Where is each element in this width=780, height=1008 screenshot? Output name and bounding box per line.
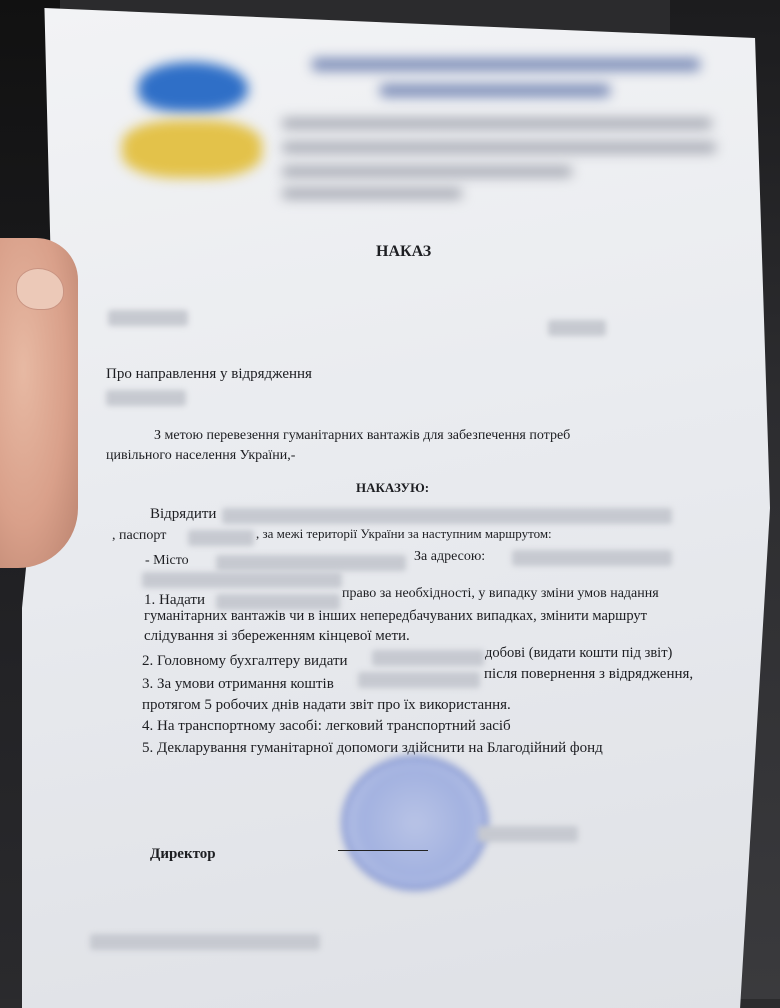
redacted-passport bbox=[188, 530, 254, 546]
document-title: НАКАЗ bbox=[376, 243, 432, 260]
logo-yellow-part bbox=[122, 120, 262, 178]
redacted-subject-name bbox=[106, 390, 186, 406]
redacted-footer bbox=[90, 934, 320, 950]
preamble-line: цивільного населення України,- bbox=[106, 448, 296, 463]
redacted-city bbox=[216, 555, 406, 571]
redacted-number bbox=[548, 320, 606, 336]
thumbnail bbox=[16, 268, 64, 310]
passport-label: , паспорт bbox=[112, 528, 167, 543]
redacted-address bbox=[512, 550, 672, 566]
route-city-label: - Місто bbox=[145, 553, 189, 568]
item-2-end: добові (видати кошти під звіт) bbox=[485, 645, 673, 661]
signature-title: Директор bbox=[150, 846, 216, 862]
seal-stamp bbox=[342, 756, 488, 890]
item-3-end: після повернення з відрядження, bbox=[484, 666, 694, 682]
item-1: 1. Надати bbox=[144, 592, 205, 608]
item-1-line2: гуманітарних вантажів чи в інших непередбачуваних випадках, змінити маршрут bbox=[144, 608, 647, 624]
route-address-label: За адресою: bbox=[414, 549, 486, 564]
item-1-line3: слідування зі збереженням кінцевої мети. bbox=[144, 628, 410, 644]
signature-line bbox=[338, 850, 428, 851]
letterhead-address-line bbox=[282, 166, 572, 177]
redacted-director-name bbox=[478, 826, 578, 842]
item-3-line2: протягом 5 робочих днів надати звіт про їх використання. bbox=[142, 697, 511, 713]
item-5: 5. Декларування гуманітарної допомоги здійснити на Благодійний фонд bbox=[142, 740, 603, 756]
item-1-cont: право за необхідності, у випадку зміни умов надання bbox=[342, 586, 659, 601]
item-4: 4. На транспортному засобі: легковий транспортний засіб bbox=[142, 718, 511, 734]
order-word: НАКАЗУЮ: bbox=[356, 480, 430, 495]
document-subject: Про направлення у відрядження bbox=[106, 366, 312, 382]
preamble-line: З метою перевезення гуманітарних вантажів для забезпечення потреб bbox=[154, 428, 571, 443]
redacted-employee-name bbox=[222, 508, 672, 524]
item-3: 3. За умови отримання коштів bbox=[142, 676, 334, 692]
letterhead-address-line bbox=[282, 142, 716, 153]
letterhead-address-line bbox=[282, 188, 462, 199]
letterhead-line bbox=[380, 84, 610, 97]
redacted-address-line2 bbox=[142, 572, 342, 588]
item-2: 2. Головному бухгалтеру видати bbox=[142, 653, 348, 669]
route-text: , за межі території України за наступним маршрутом: bbox=[256, 526, 552, 541]
redacted-amount bbox=[372, 650, 484, 666]
letterhead-line bbox=[312, 58, 700, 71]
send-label: Відрядити bbox=[150, 506, 217, 522]
redacted-item3-name bbox=[358, 672, 480, 688]
logo-blue-part bbox=[138, 62, 248, 112]
redacted-date bbox=[108, 310, 188, 326]
letterhead-address-line bbox=[282, 118, 712, 129]
